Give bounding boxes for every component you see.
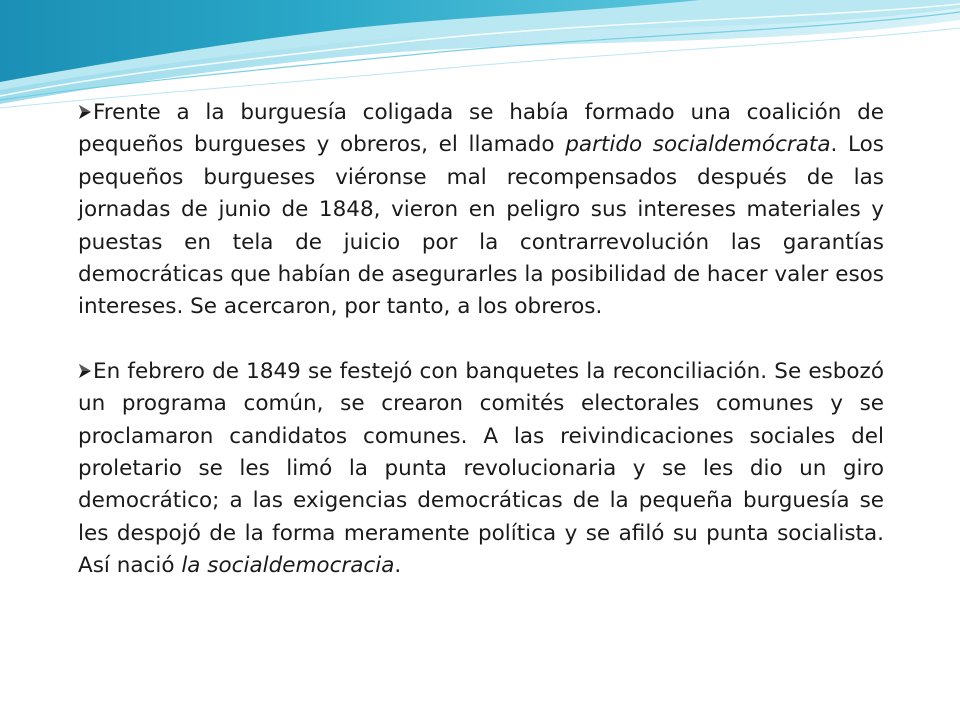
arrowhead-bullet-icon — [78, 104, 92, 120]
paragraph-1-text-after: . Los pequeños burgueses viéronse mal recompensados después de las jornadas de junio de 1848, vieron en peligro sus intereses materiales y puestas en tela de juicio por la contrarrevolución las garantías democráticas que habían de asegurarles la posibilidad de hacer valer esos intereses. Se acercaron, por tanto, a los obreros. — [78, 132, 884, 320]
paragraph-2-text-after: . — [394, 553, 402, 579]
paragraph-1-italic: partido socialdemócrata — [565, 132, 831, 158]
arrowhead-bullet-icon — [78, 363, 92, 379]
paragraph-2 — [78, 356, 884, 583]
paragraph-1 — [78, 97, 884, 324]
paragraph-1-text-before: Frente a la burguesía coligada se había formado una coalición de pequeños burgueses y obreros, el llamado — [78, 100, 884, 158]
paragraph-2-italic: la socialdemocracia — [181, 553, 395, 579]
slide-body — [78, 97, 884, 615]
paragraph-2-text-before: En febrero de 1849 se festejó con banquetes la reconciliación. Se esbozó un programa común, se crearon comités electorales comunes y se proclamaron candidatos comunes. A las reivindicaciones sociales del proletario se les limó la punta revolucionaria y se les dio un giro democrático; a las exigencias democráticas de la pequeña burguesía se les despojó de la forma meramente política y se afiló su punta socialista. Así nació — [78, 358, 884, 579]
